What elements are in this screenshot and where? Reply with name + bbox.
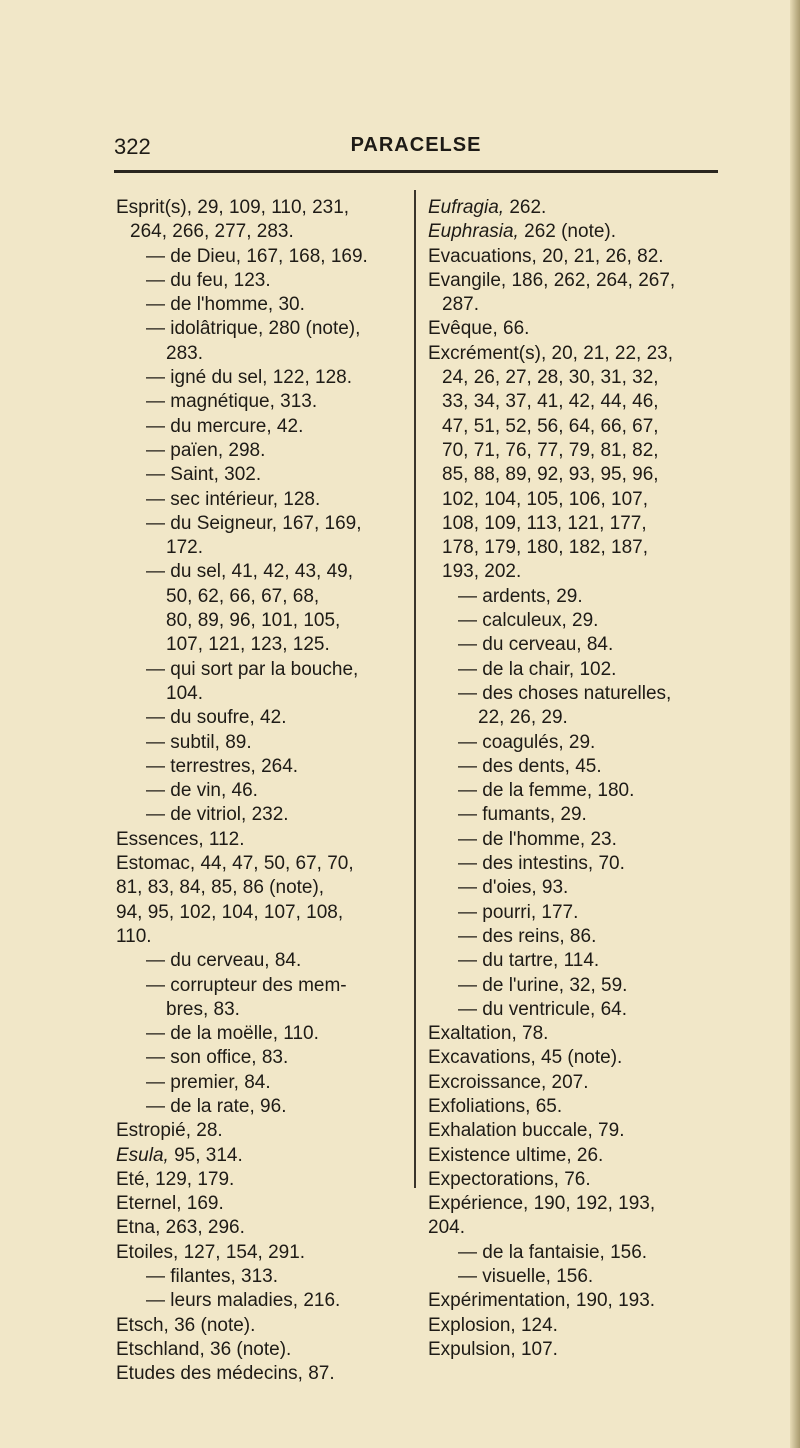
index-entry: 172. xyxy=(166,537,203,559)
index-entry: — idolâtrique, 280 (note), xyxy=(146,318,361,340)
index-entry: — de Dieu, 167, 168, 169. xyxy=(146,245,368,267)
index-entry: 283. xyxy=(166,342,203,364)
index-entry: — du tartre, 114. xyxy=(458,950,600,972)
column-divider xyxy=(414,190,416,1188)
index-entry: Eufragia, 262. xyxy=(428,197,547,218)
index-entry: 85, 88, 89, 92, 93, 95, 96, xyxy=(442,464,659,486)
index-entry: Esprit(s), 29, 109, 110, 231, xyxy=(116,197,350,218)
index-entry: 287. xyxy=(442,294,479,316)
index-entry: 24, 26, 27, 28, 30, 31, 32, xyxy=(442,367,659,389)
index-entry: — de l'homme, 30. xyxy=(146,294,305,316)
index-entry: Eternel, 169. xyxy=(116,1193,224,1215)
index-entry: Etudes des médecins, 87. xyxy=(116,1363,335,1385)
index-entry: — d'oies, 93. xyxy=(458,877,569,899)
index-entry: — leurs maladies, 216. xyxy=(146,1290,341,1312)
index-entry: — filantes, 313. xyxy=(146,1266,279,1288)
index-entry: — de l'urine, 32, 59. xyxy=(458,974,628,996)
index-entry: — corrupteur des mem- xyxy=(146,974,347,996)
index-entry: 110. xyxy=(116,925,152,947)
index-entry: Estropié, 28. xyxy=(116,1120,223,1142)
page-number: 322 xyxy=(114,134,151,159)
index-entry: 107, 121, 123, 125. xyxy=(166,634,330,656)
index-entry: 104. xyxy=(166,682,203,704)
index-entry: Etschland, 36 (note). xyxy=(116,1338,292,1360)
index-entry: Eté, 129, 179. xyxy=(116,1168,235,1190)
index-entry: 204. xyxy=(428,1217,465,1239)
index-entry: — qui sort par la bouche, xyxy=(146,658,359,680)
index-entry: Etna, 263, 296. xyxy=(116,1217,245,1239)
index-entry: 94, 95, 102, 104, 107, 108, xyxy=(116,901,344,923)
index-entry: Esula, 95, 314. xyxy=(116,1144,243,1166)
index-entry: — de la femme, 180. xyxy=(458,780,635,802)
index-entry: 193, 202. xyxy=(442,561,522,583)
index-entry: — fumants, 29. xyxy=(458,804,587,826)
index-entry: — ardents, 29. xyxy=(458,585,583,607)
index-entry: — du soufre, 42. xyxy=(146,707,287,729)
index-entry: — son office, 83. xyxy=(146,1047,289,1069)
index-entry: bres, 83. xyxy=(166,998,240,1020)
index-entry: Etoiles, 127, 154, 291. xyxy=(116,1241,306,1263)
index-entry: — de vin, 46. xyxy=(146,780,258,802)
index-entry: Evangile, 186, 262, 264, 267, xyxy=(428,269,676,291)
index-entry: — de la chair, 102. xyxy=(458,658,617,680)
index-entry: — premier, 84. xyxy=(146,1071,271,1093)
index-entry: 102, 104, 105, 106, 107, xyxy=(442,488,649,510)
index-entry: — de vitriol, 232. xyxy=(146,804,289,826)
index-entry: 47, 51, 52, 56, 64, 66, 67, xyxy=(442,415,659,437)
index-entry: — de la moëlle, 110. xyxy=(146,1023,319,1045)
index-entry: Exaltation, 78. xyxy=(428,1023,549,1045)
index-entry: 178, 179, 180, 182, 187, xyxy=(442,537,649,559)
index-entry: — visuelle, 156. xyxy=(458,1266,594,1288)
index-entry: 264, 266, 277, 283. xyxy=(130,221,294,243)
index-entry: — païen, 298. xyxy=(146,439,266,461)
index-entry: Estomac, 44, 47, 50, 67, 70, xyxy=(116,853,354,875)
index-entry: Exfoliations, 65. xyxy=(428,1095,563,1117)
index-column-left xyxy=(116,196,406,1387)
index-entry: Expérimentation, 190, 193. xyxy=(428,1290,656,1312)
index-entry: Excrément(s), 20, 21, 22, 23, xyxy=(428,342,674,364)
index-entry: — des reins, 86. xyxy=(458,925,597,947)
index-entry: 81, 83, 84, 85, 86 (note), xyxy=(116,877,325,899)
index-column-right xyxy=(428,196,720,1362)
index-entry: Expulsion, 107. xyxy=(428,1338,558,1360)
index-entry: 80, 89, 96, 101, 105, xyxy=(166,610,341,632)
index-entry: — du ventricule, 64. xyxy=(458,998,627,1020)
index-entry: Excroissance, 207. xyxy=(428,1071,589,1093)
index-entry: 70, 71, 76, 77, 79, 81, 82, xyxy=(442,439,659,461)
index-entry: — coagulés, 29. xyxy=(458,731,596,753)
index-entry: — terrestres, 264. xyxy=(146,755,299,777)
index-entry: — pourri, 177. xyxy=(458,901,579,923)
index-entry: — de la rate, 96. xyxy=(146,1095,287,1117)
index-entry: — du feu, 123. xyxy=(146,269,271,291)
index-entry: Evêque, 66. xyxy=(428,318,530,340)
index-entry: Euphrasia, 262 (note). xyxy=(428,221,617,243)
index-entry: — magnétique, 313. xyxy=(146,391,318,413)
index-entry: — du Seigneur, 167, 169, xyxy=(146,512,362,534)
index-entry: 108, 109, 113, 121, 177, xyxy=(442,512,647,534)
index-entry: Excavations, 45 (note). xyxy=(428,1047,623,1069)
index-entry: — de la fantaisie, 156. xyxy=(458,1241,648,1263)
index-entry: — des dents, 45. xyxy=(458,755,602,777)
index-entry: — calculeux, 29. xyxy=(458,610,599,632)
index-entry: Essences, 112. xyxy=(116,828,245,850)
index-entry: — du mercure, 42. xyxy=(146,415,304,437)
index-entry: — sec intérieur, 128. xyxy=(146,488,321,510)
index-entry: — des choses naturelles, xyxy=(458,682,672,704)
index-entry: Expectorations, 76. xyxy=(428,1168,591,1190)
index-entry: Etsch, 36 (note). xyxy=(116,1314,256,1336)
index-entry: 50, 62, 66, 67, 68, xyxy=(166,585,320,607)
index-entry: — subtil, 89. xyxy=(146,731,252,753)
index-entry: Existence ultime, 26. xyxy=(428,1144,604,1166)
header-rule xyxy=(114,170,718,173)
index-entry: — du sel, 41, 42, 43, 49, xyxy=(146,561,354,583)
index-entry: — Saint, 302. xyxy=(146,464,262,486)
index-entry: Exhalation buccale, 79. xyxy=(428,1120,625,1142)
index-entry: 22, 26, 29. xyxy=(478,707,568,729)
index-entry: — du cerveau, 84. xyxy=(146,950,302,972)
index-entry: — de l'homme, 23. xyxy=(458,828,617,850)
index-entry: Evacuations, 20, 21, 26, 82. xyxy=(428,245,664,267)
index-entry: — igné du sel, 122, 128. xyxy=(146,367,352,389)
index-entry: Explosion, 124. xyxy=(428,1314,558,1336)
index-entry: 33, 34, 37, 41, 42, 44, 46, xyxy=(442,391,659,413)
index-entry: — des intestins, 70. xyxy=(458,853,625,875)
page-header xyxy=(114,134,718,168)
page-edge-shadow xyxy=(790,0,800,1448)
index-entry: Expérience, 190, 192, 193, xyxy=(428,1193,656,1215)
running-title: PARACELSE xyxy=(350,134,482,156)
index-entry: — du cerveau, 84. xyxy=(458,634,614,656)
